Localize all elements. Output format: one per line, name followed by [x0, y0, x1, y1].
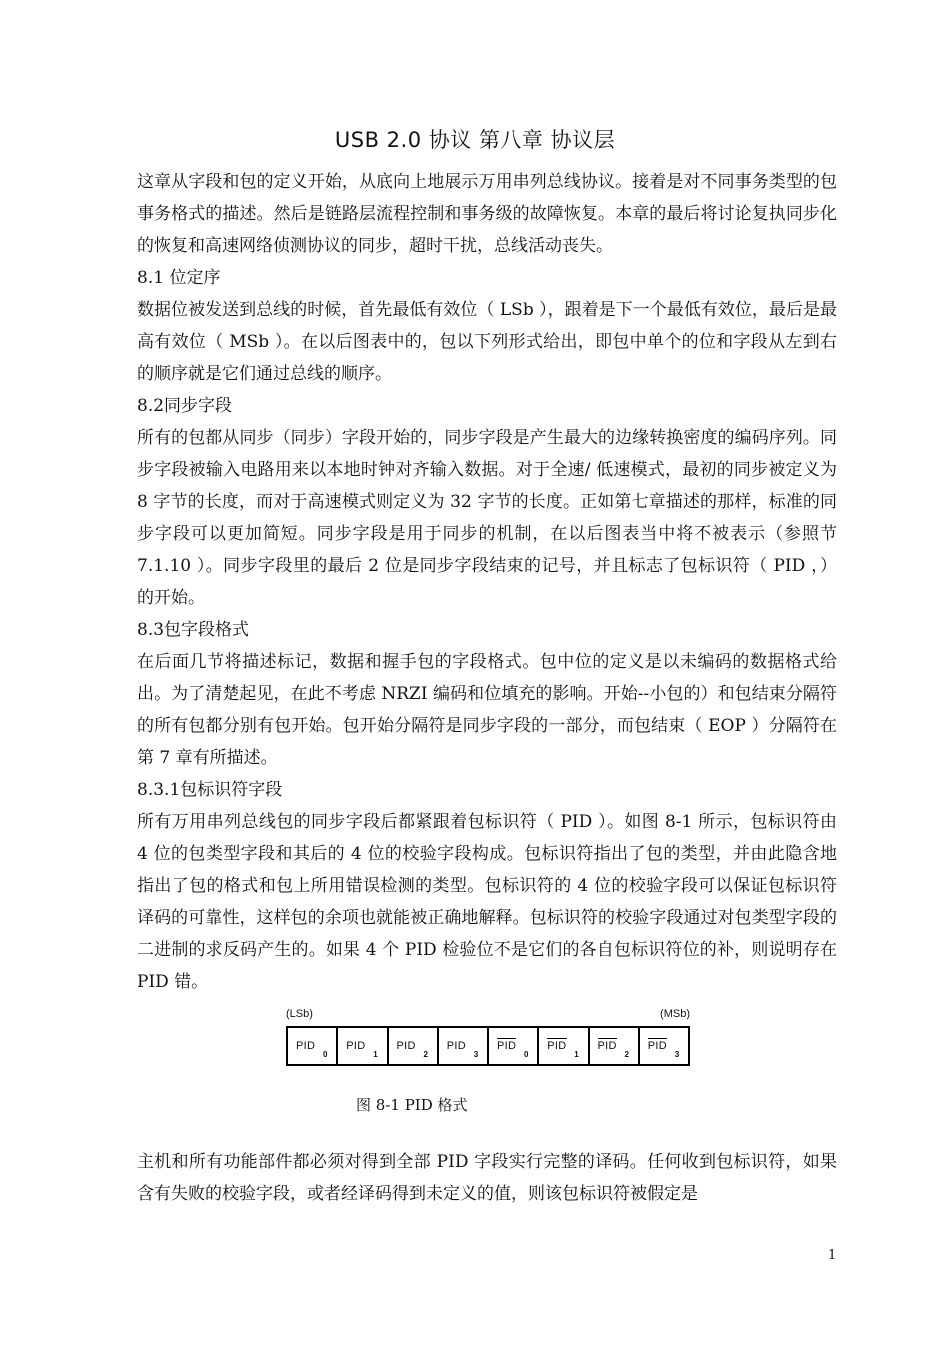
pid-check-label: PID: [597, 1040, 617, 1052]
section-heading-8-2: 8.2同步字段: [137, 396, 233, 416]
pid-cell: [338, 1028, 388, 1064]
pid-check-subscript: 3: [674, 1050, 680, 1059]
pid-check-label: PID: [647, 1040, 667, 1052]
pid-cell: [439, 1028, 489, 1064]
figure-caption: 图 8-1 PID 格式: [356, 1096, 468, 1114]
paragraph-bit-order: 数据位被发送到总线的时候，首先最低有效位（ LSb ），跟着是下一个最低有效位，最后是最高有效位（ MSb ）。在以后图表中的，包以下列形式给出，即包中单个的位和字段从左到右的顺序就是它们通过总线的顺序。: [137, 300, 837, 384]
pid-format-figure: [286, 1008, 692, 1072]
body-text-top: [137, 166, 837, 998]
pid-check-label: PID: [497, 1040, 517, 1052]
pid-cell-label: PID: [396, 1040, 416, 1052]
pid-check-cell: [640, 1028, 688, 1064]
paragraph-sync-field: 所有的包都从同步（同步）字段开始的，同步字段是产生最大的边缘转换密度的编码序列。同步字段被输入电路用来以本地时钟对齐输入数据。对于全速/ 低速模式，最初的同步被定义为 8 字节的长度，而对于高速模式则定义为 32 字节的长度。正如第七章描述的那样，标准的同步字段可以更加简短。同步字段是用于同步的机制，在以后图表当中将不被表示（参照节 7.1.10 ）。同步字段里的最后 2 位是同步字段结束的记号，并且标志了包标识符（ PID ，）的开始。: [137, 428, 837, 608]
pid-cell: [288, 1028, 338, 1064]
section-heading-8-1: 8.1 位定序: [137, 268, 221, 288]
pid-check-label: PID: [547, 1040, 567, 1052]
section-heading-8-3-1: 8.3.1包标识符字段: [137, 780, 283, 800]
pid-check-subscript: 1: [574, 1050, 579, 1059]
paragraph-pid-field: 所有万用串列总线包的同步字段后都紧跟着包标识符（ PID ）。如图 8-1 所示，包标识符由 4 位的包类型字段和其后的 4 位的校验字段构成。包标识符指出了包的类型，并由此隐含地指出了包的格式和包上所用错误检测的类型。包标识符的 4 位的校验字段可以保证包标识符译码的可靠性，这样包的余项也就能被正确地解释。包标识符的校验字段通过对包类型字段的二进制的求反码产生的。如果 4 个 PID 检验位不是它们的各自包标识符位的补，则说明存在 PID 错。: [137, 812, 837, 992]
body-text-bottom: [137, 1146, 837, 1210]
pid-cell-label: PID: [296, 1040, 316, 1052]
page-number: 1: [828, 1248, 837, 1263]
pid-cell-subscript: 2: [423, 1050, 428, 1059]
pid-check-cell: [590, 1028, 640, 1064]
paragraph-intro: 这章从字段和包的定义开始，从底向上地展示万用串列总线协议。接着是对不同事务类型的包事务格式的描述。然后是链路层流程控制和事务级的故障恢复。本章的最后将讨论复执同步化的恢复和高速网络侦测协议的同步，超时干扰，总线活动丧失。: [137, 172, 837, 256]
page-title: USB 2.0 协议 第八章 协议层: [334, 128, 616, 152]
pid-cell-subscript: 1: [373, 1050, 378, 1059]
pid-check-subscript: 0: [524, 1050, 529, 1059]
msb-label: (MSb): [660, 1008, 690, 1020]
paragraph-pid-decode: 主机和所有功能部件都必须对得到全部 PID 字段实行完整的译码。任何收到包标识符，如果含有失败的校验字段，或者经译码得到未定义的值，则该包标识符被假定是: [137, 1152, 837, 1204]
pid-cell-label: PID: [346, 1040, 366, 1052]
pid-check-subscript: 2: [624, 1050, 629, 1059]
pid-bit-row: [286, 1026, 690, 1066]
pid-cell-subscript: 3: [473, 1050, 479, 1059]
pid-cell-subscript: 0: [323, 1050, 328, 1059]
pid-check-cell: [489, 1028, 539, 1064]
section-heading-8-3: 8.3包字段格式: [137, 620, 250, 640]
pid-cell: [389, 1028, 439, 1064]
lsb-label: (LSb): [286, 1008, 313, 1020]
pid-cell-label: PID: [446, 1040, 466, 1052]
paragraph-packet-format: 在后面几节将描述标记，数据和握手包的字段格式。包中位的定义是以未编码的数据格式给出。为了清楚起见，在此不考虑 NRZI 编码和位填充的影响。开始--小包的）和包结束分隔符的所有包都分别有包开始。包开始分隔符是同步字段的一部分，而包结束（ EOP ）分隔符在第 7 章有所描述。: [137, 652, 837, 768]
pid-check-cell: [539, 1028, 589, 1064]
